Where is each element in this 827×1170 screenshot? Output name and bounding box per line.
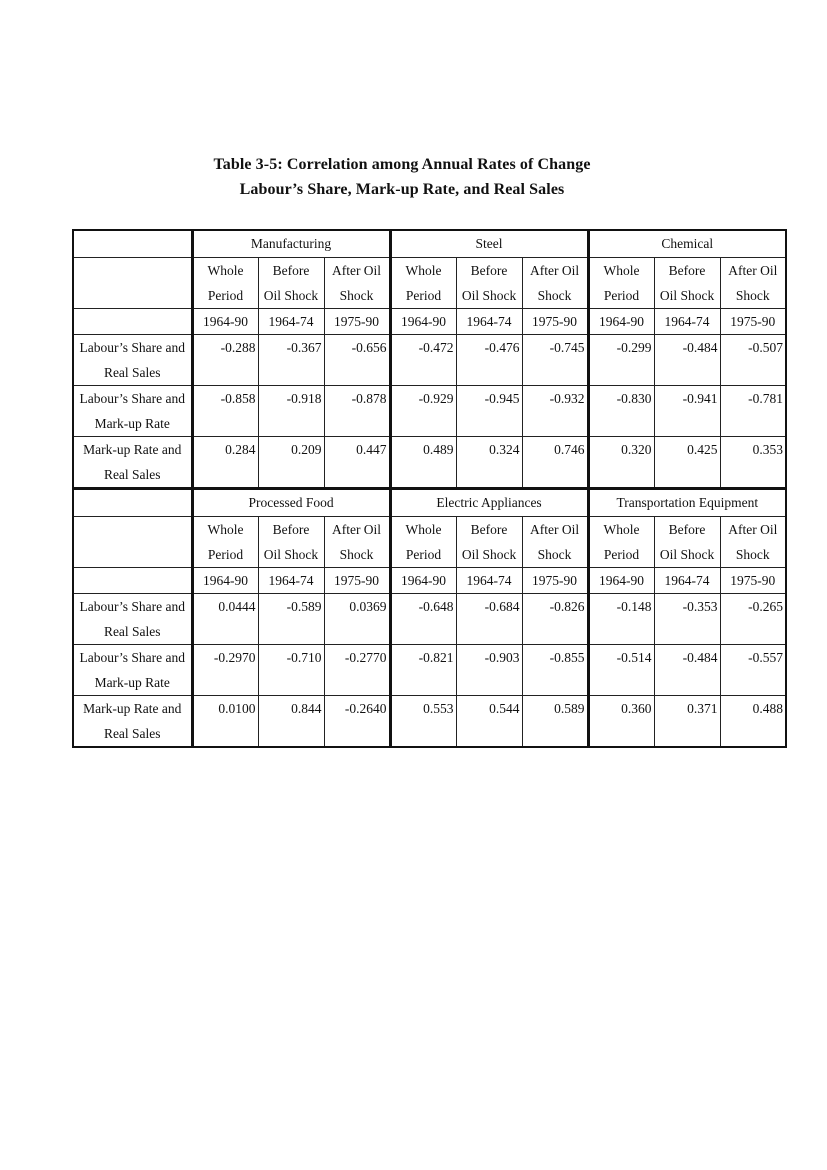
correlation-value: -0.929 [390,386,456,437]
correlation-value: -0.353 [654,594,720,645]
correlation-value: -0.932 [522,386,588,437]
correlation-value: 0.447 [324,437,390,489]
row-label: Labour’s Share and Real Sales [73,335,192,386]
correlation-value: 0.320 [588,437,654,489]
year-range: 1975-90 [522,568,588,594]
correlation-value: -0.945 [456,386,522,437]
row-label: Mark-up Rate and Real Sales [73,437,192,489]
year-range: 1975-90 [720,568,786,594]
industry-header: Chemical [588,230,786,258]
period-header: After Oil Shock [324,517,390,568]
year-range: 1975-90 [522,309,588,335]
table-title: Table 3-5: Correlation among Annual Rates of Change [213,156,591,173]
corner-cell [73,230,192,258]
correlation-value: -0.2770 [324,645,390,696]
period-header: After Oil Shock [522,258,588,309]
table-row [73,594,786,645]
row-label: Labour’s Share and Mark-up Rate [73,386,192,437]
period-header-row [73,517,786,568]
period-header: Whole Period [192,258,258,309]
correlation-table [72,229,787,748]
period-header: Whole Period [588,517,654,568]
correlation-value: -0.855 [522,645,588,696]
correlation-value: -0.2640 [324,696,390,748]
correlation-value: -0.648 [390,594,456,645]
correlation-value: -0.557 [720,645,786,696]
correlation-value: -0.781 [720,386,786,437]
period-header: Whole Period [192,517,258,568]
industry-header-row [73,230,786,258]
table-row [73,645,786,696]
correlation-value: -0.472 [390,335,456,386]
year-range: 1975-90 [324,309,390,335]
correlation-value: -0.941 [654,386,720,437]
year-range: 1964-74 [654,309,720,335]
correlation-value: -0.288 [192,335,258,386]
period-header: Whole Period [390,258,456,309]
correlation-value: 0.371 [654,696,720,748]
correlation-value: -0.745 [522,335,588,386]
period-header: Before Oil Shock [456,517,522,568]
corner-cell [73,517,192,568]
year-range: 1964-90 [192,568,258,594]
correlation-value: 0.0444 [192,594,258,645]
period-header: Before Oil Shock [258,517,324,568]
correlation-value: 0.324 [456,437,522,489]
period-header: Before Oil Shock [456,258,522,309]
year-range-row [73,568,786,594]
correlation-value: 0.488 [720,696,786,748]
year-range: 1964-74 [456,309,522,335]
industry-header: Manufacturing [192,230,390,258]
year-range-row [73,309,786,335]
correlation-value: -0.710 [258,645,324,696]
year-range: 1964-74 [258,568,324,594]
period-header: Before Oil Shock [654,258,720,309]
year-range: 1964-74 [258,309,324,335]
correlation-value: -0.830 [588,386,654,437]
correlation-value: 0.544 [456,696,522,748]
year-range: 1964-74 [456,568,522,594]
period-header: After Oil Shock [720,517,786,568]
correlation-value: -0.484 [654,645,720,696]
corner-cell [73,258,192,309]
industry-header: Steel [390,230,588,258]
correlation-value: -0.878 [324,386,390,437]
corner-cell [73,309,192,335]
correlation-value: 0.553 [390,696,456,748]
correlation-value: -0.367 [258,335,324,386]
correlation-value: -0.918 [258,386,324,437]
industry-header: Electric Appliances [390,489,588,517]
correlation-value: 0.425 [654,437,720,489]
industry-header-row [73,489,786,517]
year-range: 1964-90 [588,309,654,335]
table-subtitle: Labour’s Share, Mark-up Rate, and Real Sales [239,181,565,198]
correlation-value: 0.284 [192,437,258,489]
correlation-value: -0.476 [456,335,522,386]
correlation-value: 0.353 [720,437,786,489]
table-row [73,386,786,437]
table-row [73,335,786,386]
period-header: After Oil Shock [324,258,390,309]
year-range: 1975-90 [324,568,390,594]
correlation-value: -0.903 [456,645,522,696]
correlation-value: 0.209 [258,437,324,489]
correlation-value: 0.589 [522,696,588,748]
corner-cell [73,489,192,517]
period-header-row [73,258,786,309]
correlation-value: 0.746 [522,437,588,489]
period-header: After Oil Shock [720,258,786,309]
correlation-value: -0.2970 [192,645,258,696]
correlation-value: 0.360 [588,696,654,748]
correlation-value: -0.656 [324,335,390,386]
correlation-value: 0.844 [258,696,324,748]
industry-header: Transportation Equipment [588,489,786,517]
correlation-value: 0.0369 [324,594,390,645]
year-range: 1964-90 [390,568,456,594]
correlation-value: -0.826 [522,594,588,645]
year-range: 1964-90 [390,309,456,335]
year-range: 1975-90 [720,309,786,335]
correlation-value: -0.589 [258,594,324,645]
correlation-value: 0.489 [390,437,456,489]
row-label: Labour’s Share and Mark-up Rate [73,645,192,696]
correlation-value: -0.514 [588,645,654,696]
period-header: Whole Period [390,517,456,568]
correlation-value: -0.148 [588,594,654,645]
table-row [73,437,786,489]
year-range: 1964-90 [588,568,654,594]
industry-header: Processed Food [192,489,390,517]
year-range: 1964-74 [654,568,720,594]
period-header: Before Oil Shock [258,258,324,309]
period-header: After Oil Shock [522,517,588,568]
correlation-value: -0.821 [390,645,456,696]
correlation-value: -0.265 [720,594,786,645]
correlation-value: -0.684 [456,594,522,645]
panel-1 [73,230,786,489]
table-row [73,696,786,748]
correlation-value: -0.299 [588,335,654,386]
year-range: 1964-90 [192,309,258,335]
period-header: Before Oil Shock [654,517,720,568]
row-label: Mark-up Rate and Real Sales [73,696,192,748]
correlation-value: -0.484 [654,335,720,386]
correlation-value: -0.858 [192,386,258,437]
panel-2 [73,489,786,748]
correlation-value: -0.507 [720,335,786,386]
correlation-value: 0.0100 [192,696,258,748]
period-header: Whole Period [588,258,654,309]
row-label: Labour’s Share and Real Sales [73,594,192,645]
corner-cell [73,568,192,594]
